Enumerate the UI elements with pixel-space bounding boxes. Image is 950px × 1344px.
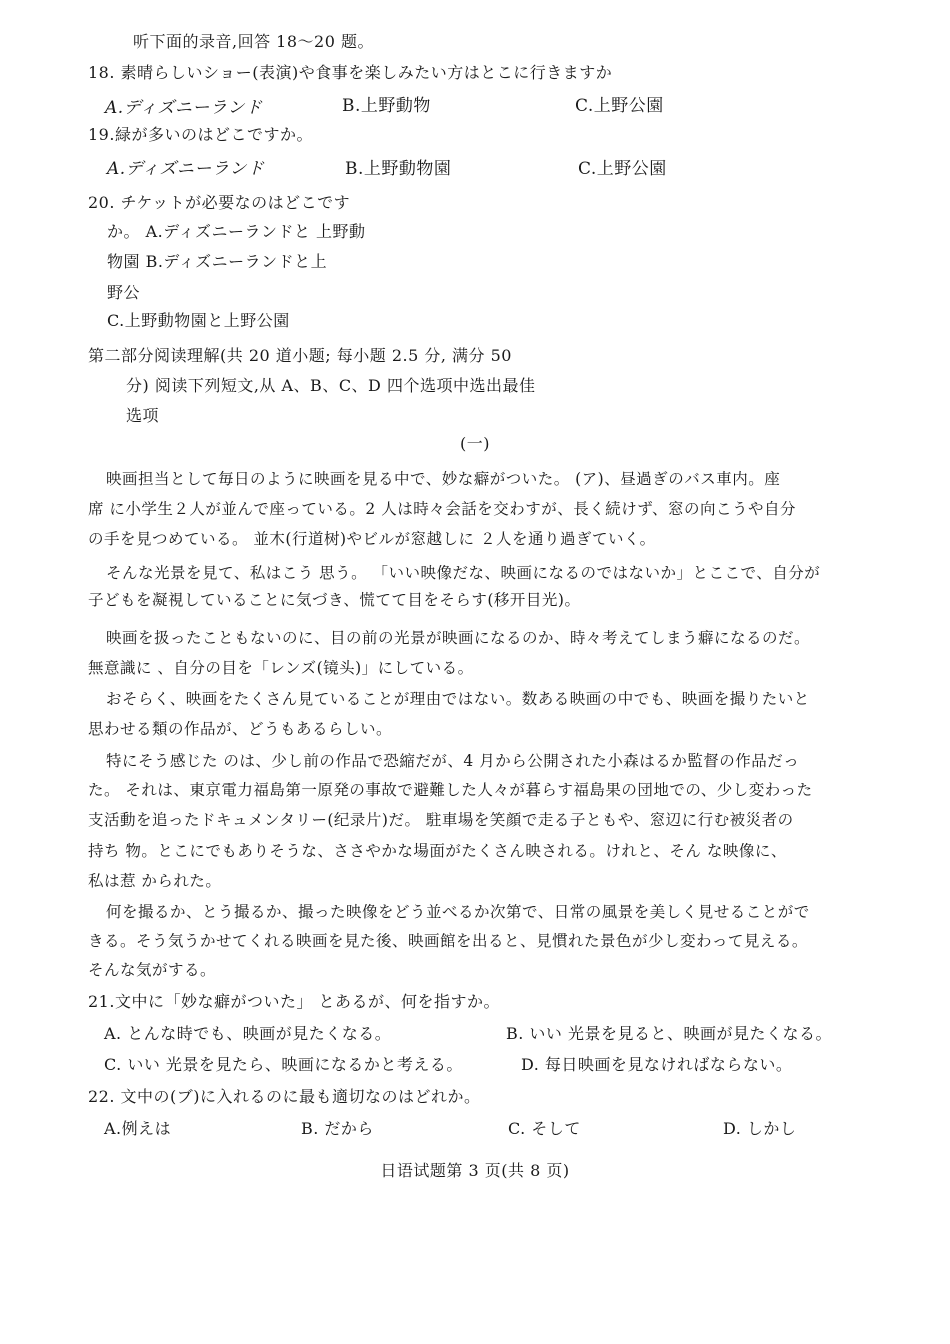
question-19-option-b: B.上野動物園 (345, 159, 452, 179)
passage-line-14: 私は惹 かられた。 (88, 872, 222, 890)
passage-line-1: 映画担当として毎日のように映画を見る中で、妙な癖がついた。 (ア)、昼過ぎのバス車内。座 (106, 470, 781, 488)
passage-line-5: 子どもを凝視していることに気づき、慌てて目をそらす(移开目光)。 (88, 591, 581, 609)
passage-line-15: 何を撮るか、とう撮るか、撮った映像をどう並べるか次第で、日常の風景を美しく見せることがで (106, 903, 810, 921)
passage-line-8: おそらく、映画をたくさん見ていることが理由ではない。数ある映画の中でも、映画を撮りたいと (106, 690, 810, 708)
passage-line-7: 無意識に 、自分の目を「レンズ(镜头)」にしている。 (88, 659, 474, 677)
passage-line-13: 持ち 物。とこにでもありそうな、ささやかな場面がたくさん映される。けれと、そん な映像に、 (88, 842, 787, 860)
question-21-option-a: A. とんな時でも、映画が見たくなる。 (104, 1024, 392, 1043)
question-19-option-c: C.上野公園 (578, 159, 667, 179)
passage-line-16: きる。そう気うかせてくれる映画を見た後、映画館を出ると、見慣れた景色が少し変わって見える。 (88, 932, 808, 950)
question-18-option-c: C.上野公園 (575, 96, 664, 116)
part-2-heading-line-3: 选项 (126, 406, 160, 425)
passage-line-2: 席 に小学生２人が並んで座っている。2 人は時々会話を交わすが、長く続けず、窓の向こうや自分 (88, 500, 796, 518)
question-21-stem: 21.文中に「妙な癖がついた」 とあるが、何を指すか。 (88, 992, 501, 1011)
question-20-line-5: C.上野動物園と上野公園 (107, 311, 290, 330)
question-22-option-c: C. そして (508, 1119, 581, 1138)
passage-line-3: の手を見つめている。 並木(行道树)やビルが窓越しに ２人を通り過ぎていく。 (88, 530, 656, 548)
part-2-heading-line-2: 分) 阅读下列短文,从 A、B、C、D 四个选项中选出最佳 (126, 376, 536, 395)
passage-line-11: た。 それは、東京電力福島第一原発の事故で避難した人々が暮らす福島果の団地での、少し変わった (88, 781, 813, 799)
listening-intro: 听下面的录音,回答 18～20 题。 (133, 32, 374, 51)
passage-line-6: 映画を扱ったこともないのに、目の前の光景が映画になるのか、時々考えてしまう癖になるのだ。 (106, 629, 811, 647)
passage-line-10: 特にそう感じた のは、少し前の作品で恐縮だが、4 月から公開された小森はるか監督の作品だっ (106, 752, 800, 770)
question-22-option-b: B. だから (301, 1119, 374, 1138)
question-18-option-b: B.上野動物 (342, 96, 431, 116)
question-18-stem: 18. 素晴らしいショー(表演)や食事を楽しみたい方はとこに行きますか (88, 63, 613, 82)
passage-line-4: そんな光景を見て、私はこう 思う。 「いい映像だな、映画になるのではないか」とここで、自分が (106, 564, 821, 582)
question-20-line-2: か。 A.ディズニーランドと 上野動 (107, 222, 366, 241)
question-22-option-a: A.例えは (104, 1119, 172, 1138)
question-20-line-1: 20. チケットが必要なのはどこです (88, 193, 351, 212)
passage-line-17: そんな気がする。 (88, 961, 217, 979)
question-22-stem: 22. 文中の(ブ)に入れるのに最も適切なのはどれか。 (88, 1087, 481, 1106)
question-20-line-3: 物園 B.ディズニーランドと上 (107, 252, 328, 271)
question-21-option-d: D. 每日映画を見なければならない。 (521, 1055, 793, 1074)
question-21-option-c: C. いい 光景を見たら、映画になるかと考える。 (104, 1055, 463, 1074)
question-20-line-4: 野公 (107, 283, 141, 302)
passage-line-12: 支活動を追ったドキュメンタリー(纪录片)だ。 駐車場を笑顔で走る子ともや、窓辺に行む被災者の (88, 811, 794, 829)
section-title: (一) (460, 434, 490, 453)
passage-line-9: 思わせる類の作品が、どうもあるらしい。 (88, 720, 393, 738)
question-19-stem: 19.緑が多いのはどこですか。 (88, 125, 313, 144)
part-2-heading-line-1: 第二部分阅读理解(共 20 道小题; 每小题 2.5 分, 满分 50 (88, 346, 512, 365)
page-footer: 日语试题第 3 页(共 8 页) (380, 1161, 570, 1180)
question-19-option-a: A.ディズニーランド (107, 159, 265, 179)
question-22-option-d: D. しかし (723, 1119, 797, 1138)
question-21-option-b: B. いい 光景を見ると、映画が見たくなる。 (506, 1024, 833, 1043)
question-18-option-a: A.ディズニーランド (105, 98, 263, 118)
